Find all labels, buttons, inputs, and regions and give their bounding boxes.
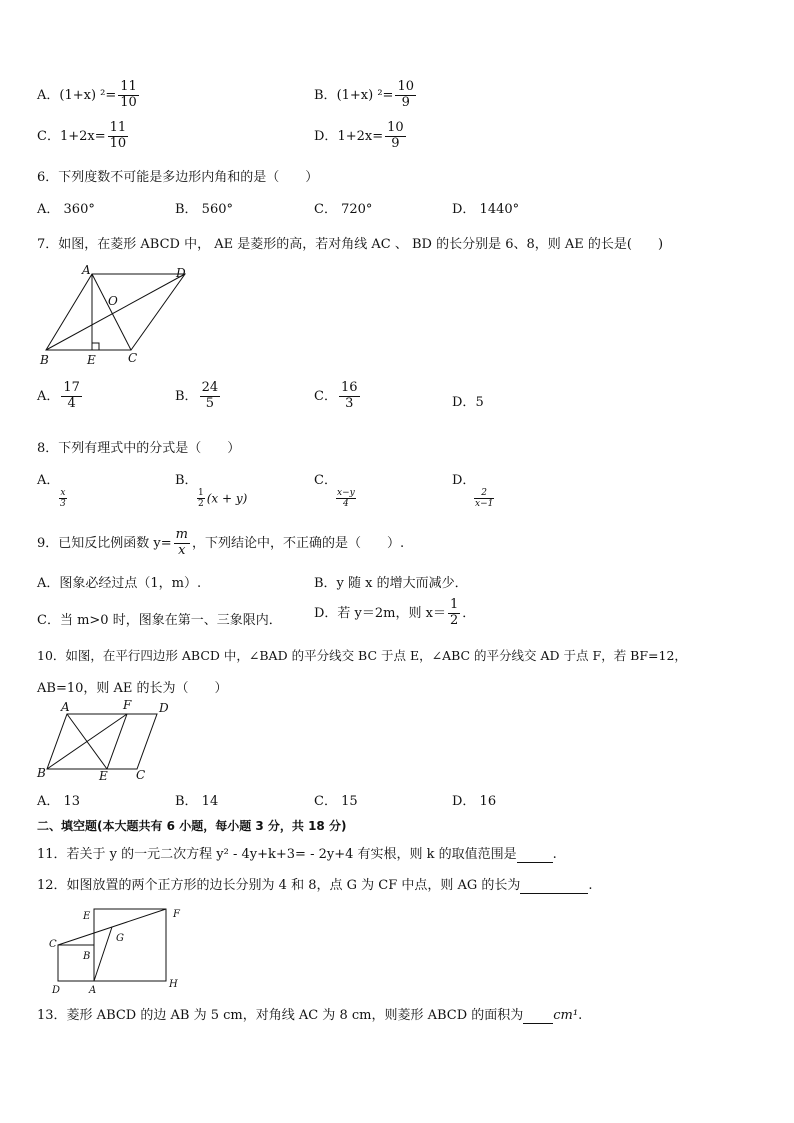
option-label: D． <box>314 128 338 144</box>
option-label: C． <box>314 388 337 404</box>
option-label: B． <box>314 87 337 103</box>
q7-option-a <box>37 381 84 412</box>
denominator: 4 <box>342 499 349 510</box>
option-label: B． <box>175 388 198 404</box>
q10-option-b: B． 14 <box>175 794 219 809</box>
q5-option-d <box>314 121 408 152</box>
label-h: H <box>169 979 178 990</box>
fraction <box>59 488 67 510</box>
option-tail: ． <box>462 605 476 621</box>
fraction <box>336 488 356 510</box>
option-lhs: 1+2x= <box>59 128 106 144</box>
numerator: 1 <box>198 488 204 498</box>
numerator: 11 <box>109 120 127 135</box>
q10-stem-line1: 10．如图，在平行四边形 ABCD 中，∠BAD 的平分线交 BC 于点 E，∠ABC 的平分线交 AD 于点 F，若 BF=12， <box>37 648 687 663</box>
fraction <box>200 381 221 412</box>
fraction <box>395 80 416 111</box>
q7-option-d <box>452 391 484 410</box>
label-f: F <box>123 698 132 712</box>
q7-option-b <box>175 381 222 412</box>
q7-stem: 7．如图，在菱形 ABCD 中， AE 是菱形的高，若对角线 AC 、 BD 的长分别是 6、8，则 AE 的长是( ) <box>37 237 664 252</box>
option-label: D． <box>452 395 476 410</box>
right-angle-mark <box>92 343 99 350</box>
label-d: D <box>176 266 186 280</box>
q10-option-d: D． 16 <box>452 794 497 809</box>
label-g: G <box>116 933 124 944</box>
q6-option-b: B． 560° <box>175 202 233 217</box>
fraction <box>385 121 406 152</box>
label-e: E <box>83 911 91 922</box>
numerator: x <box>60 488 66 498</box>
denominator: 3 <box>60 499 66 510</box>
fraction <box>448 598 460 629</box>
q8-stem: 8．下列有理式中的分式是（ ） <box>37 441 241 456</box>
q5-option-c <box>37 121 130 152</box>
option-label: A． <box>37 87 60 103</box>
fraction <box>118 80 139 111</box>
question-tail: . <box>578 1008 583 1023</box>
answer-blank <box>520 878 588 894</box>
numerator: 16 <box>340 380 358 395</box>
question-text: 13．菱形 ABCD 的边 AB 为 5 cm，对角线 AC 为 8 cm，则菱形 ABCD 的面积为 <box>37 1008 524 1023</box>
q7-rhombus-figure <box>35 263 200 368</box>
q10-option-c: C． 15 <box>314 794 358 809</box>
q9-stem <box>37 528 404 559</box>
section-2-heading: 二、填空题(本大题共有 6 小题，每小题 3 分，共 18 分) <box>37 819 347 833</box>
denominator: 2 <box>198 499 204 510</box>
stem-post: ，下列结论中，不正确的是（ ）. <box>191 535 405 551</box>
q12-squares-figure <box>45 905 195 997</box>
denominator: 10 <box>109 135 127 151</box>
q5-option-a <box>37 80 141 111</box>
question-tail: . <box>552 847 557 862</box>
numerator: 10 <box>397 79 414 94</box>
label-b: B <box>83 951 91 962</box>
option-text: D．若 y＝2m，则 x＝ <box>314 605 446 621</box>
numerator: 2 <box>474 488 494 499</box>
q8-option-a <box>37 469 69 510</box>
unit-text: cm¹ <box>553 1008 579 1023</box>
diagonal-bd <box>46 274 185 350</box>
q9-option-b: B．y 随 x 的增大而减少． <box>314 576 468 591</box>
question-text: 12．如图放置的两个正方形的边长分别为 4 和 8，点 G 为 CF 中点，则 AG 的长为 <box>37 878 521 893</box>
label-d: D <box>159 701 169 715</box>
label-e: E <box>87 353 96 367</box>
q9-option-c: C．当 m>0 时，图象在第一、三象限内． <box>37 613 282 628</box>
option-lhs: (1+x) ²= <box>336 87 394 103</box>
denominator: 4 <box>67 395 76 411</box>
label-a: A <box>61 700 70 714</box>
q11-text <box>37 843 557 863</box>
denominator: 9 <box>391 135 400 151</box>
option-label: A． <box>37 388 60 404</box>
label-d: D <box>52 985 61 996</box>
q10-parallelogram-figure <box>33 697 183 787</box>
denominator: x <box>178 542 186 558</box>
label-e: E <box>99 769 108 783</box>
label-a: A <box>82 263 91 277</box>
fraction <box>339 381 360 412</box>
numerator: m <box>175 527 188 542</box>
label-b: B <box>40 353 49 367</box>
stem-pre: 9．已知反比例函数 y= <box>37 535 172 551</box>
bisector-bf <box>47 714 127 769</box>
option-value: 5 <box>475 395 484 410</box>
numerator: 10 <box>387 120 404 135</box>
option-label: C． <box>37 128 60 144</box>
fraction <box>174 528 190 559</box>
segment-ag <box>94 927 112 981</box>
expression-tail: (x + y) <box>206 491 248 506</box>
question-text: 11．若关于 y 的一元二次方程 y² - 4y+k+3= - 2y+4 有实根，则 k 的取值范围是 <box>37 847 517 862</box>
large-square <box>94 909 166 981</box>
label-o: O <box>108 294 118 308</box>
q13-text <box>37 1004 582 1024</box>
fraction <box>61 381 82 412</box>
q6-option-c: C． 720° <box>314 202 373 217</box>
q5-option-b <box>314 80 418 111</box>
option-lhs: (1+x) ²= <box>59 87 117 103</box>
question-tail: . <box>588 878 593 893</box>
fraction <box>474 488 494 510</box>
option-label: A． <box>37 473 60 488</box>
label-b: B <box>37 766 46 780</box>
label-c: C <box>136 768 146 782</box>
numerator: 17 <box>63 380 80 395</box>
numerator: x−y <box>337 488 355 498</box>
fraction <box>108 121 129 152</box>
q6-option-d: D． 1440° <box>452 202 520 217</box>
option-label: B． <box>175 473 198 488</box>
label-c: C <box>49 939 57 950</box>
label-f: F <box>173 909 180 920</box>
denominator: x−1 <box>475 499 494 510</box>
label-c: C <box>128 351 138 365</box>
answer-blank <box>517 847 553 863</box>
denominator: 2 <box>449 612 459 628</box>
option-lhs: 1+2x= <box>337 128 384 144</box>
denominator: 9 <box>401 94 410 110</box>
numerator: 24 <box>201 380 219 395</box>
q12-text <box>37 874 593 894</box>
q10-option-a: A． 13 <box>37 794 81 809</box>
denominator: 5 <box>205 395 214 411</box>
numerator: 11 <box>120 79 137 94</box>
segment-fe <box>107 714 127 769</box>
q10-stem-line2: AB=10，则 AE 的长为（ ） <box>37 681 228 696</box>
option-label: C． <box>314 473 337 488</box>
q8-option-c <box>314 469 358 510</box>
q6-stem: 6．下列度数不可能是多边形内角和的是（ ） <box>37 170 319 185</box>
q6-option-a: A． 360° <box>37 202 95 217</box>
label-a: A <box>89 985 97 996</box>
denominator: 10 <box>120 94 137 110</box>
denominator: 3 <box>345 395 354 411</box>
option-label: D． <box>452 473 476 488</box>
q8-option-d <box>452 469 496 510</box>
fraction <box>197 488 205 510</box>
q9-option-a: A．图象必经过点（1，m）. <box>37 576 202 591</box>
answer-blank <box>523 1008 553 1024</box>
q9-option-d <box>314 598 475 629</box>
diagonal-ac <box>92 274 131 350</box>
q8-option-b <box>175 469 247 510</box>
parallelogram-outline <box>47 714 157 769</box>
numerator: 1 <box>449 597 459 612</box>
q7-option-c <box>314 381 362 412</box>
